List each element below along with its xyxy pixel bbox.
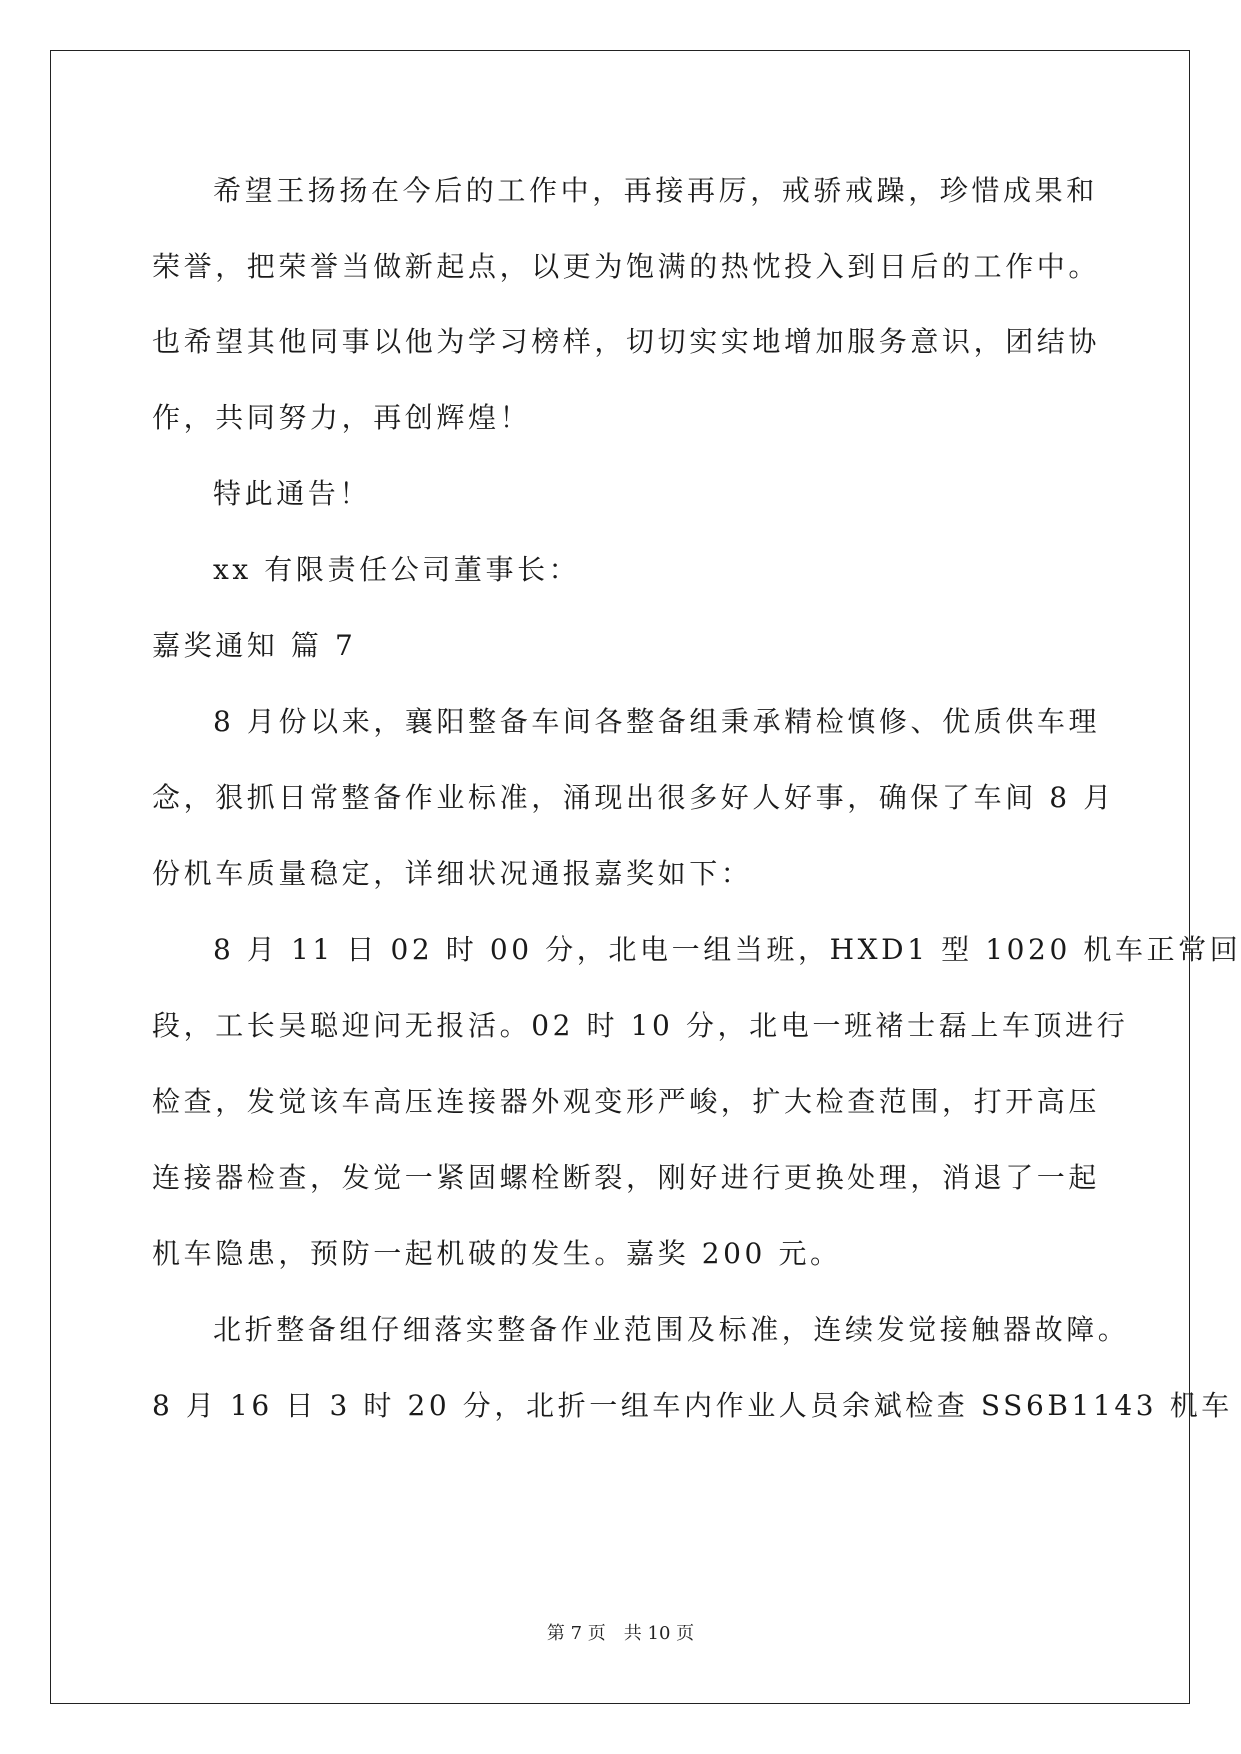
text-line: 段，工长吴聪迎问无报活。02 时 10 分，北电一班褚士磊上车顶进行 bbox=[152, 1009, 1129, 1042]
text-line: 机车隐患，预防一起机破的发生。嘉奖 200 元。 bbox=[152, 1237, 842, 1270]
text-line: 希望王扬扬在今后的工作中，再接再厉，戒骄戒躁，珍惜成果和 bbox=[213, 174, 1098, 207]
text-line: 也希望其他同事以他为学习榜样，切切实实地增加服务意识，团结协 bbox=[152, 325, 1101, 358]
page-total: 共 10 页 bbox=[623, 1623, 695, 1644]
text-line: 北折整备组仔细落实整备作业范围及标准，连续发觉接触器故障。 bbox=[213, 1313, 1130, 1346]
text-line: 8 月份以来，襄阳整备车间各整备组秉承精检慎修、优质供车理 bbox=[213, 705, 1101, 738]
text-line: 8 月 11 日 02 时 00 分，北电一组当班，HXD1 型 1020 机车正常回 bbox=[213, 933, 1241, 966]
page-number: 第 7 页 bbox=[546, 1623, 606, 1644]
text-line: 念，狠抓日常整备作业标准，涌现出很多好人好事，确保了车间 8 月 bbox=[152, 781, 1115, 814]
signature-line: xx 有限责任公司董事长： bbox=[213, 553, 581, 586]
text-line: 检查，发觉该车高压连接器外观变形严峻，扩大检查范围，打开高压 bbox=[152, 1085, 1101, 1118]
text-line: 作，共同努力，再创辉煌！ bbox=[152, 401, 532, 434]
page-footer bbox=[0, 1622, 1241, 1646]
section-heading: 嘉奖通知 篇 7 bbox=[152, 629, 357, 662]
text-line: 份机车质量稳定，详细状况通报嘉奖如下： bbox=[152, 857, 753, 890]
closing-line: 特此通告！ bbox=[213, 477, 372, 510]
text-line: 8 月 16 日 3 时 20 分，北折一组车内作业人员余斌检查 SS6B1143 机车 bbox=[152, 1389, 1233, 1422]
text-line: 连接器检查，发觉一紧固螺栓断裂，刚好进行更换处理，消退了一起 bbox=[152, 1161, 1101, 1194]
text-line: 荣誉，把荣誉当做新起点，以更为饱满的热忱投入到日后的工作中。 bbox=[152, 250, 1101, 283]
